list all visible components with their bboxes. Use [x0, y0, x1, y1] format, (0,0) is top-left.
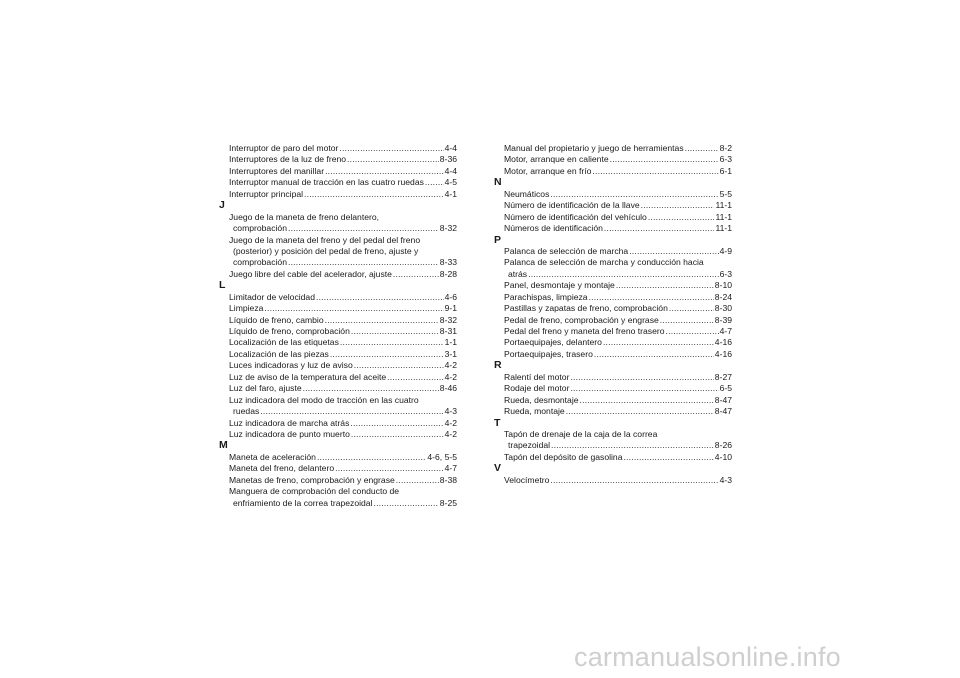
index-entry-page: 8-46	[439, 383, 457, 394]
index-entry-continued: Tapón de drenaje de la caja de la correa	[504, 428, 658, 439]
index-entry-text: Maneta del freno, delantero	[229, 463, 335, 474]
index-entry-page: 6-5	[719, 383, 732, 394]
index-entry-page: 8-10	[714, 280, 732, 291]
index-section-letter: P	[494, 234, 502, 246]
index-entry-continued: Palanca de selección de marcha y conducción hacia	[504, 257, 704, 268]
index-entry	[219, 463, 457, 474]
dot-leader	[347, 154, 439, 165]
dot-leader	[660, 315, 714, 326]
index-entry-text: Rueda, montaje	[504, 406, 565, 417]
index-entry-text: Limpieza	[229, 303, 264, 314]
index-entry-continued: Manguera de comprobación del conducto de	[229, 486, 400, 497]
index-entry	[494, 223, 732, 234]
index-entry-text: Líquido de freno, cambio	[229, 314, 324, 325]
index-entry-page: 6-3	[719, 268, 732, 279]
index-entry-text: Rodaje del motor	[504, 383, 570, 394]
index-entry-page: 8-32	[439, 314, 457, 325]
index-entry	[219, 177, 457, 188]
dot-leader	[610, 154, 719, 165]
index-entry	[494, 154, 732, 165]
dot-leader	[351, 326, 439, 337]
dot-leader	[425, 177, 444, 188]
index-entry-continued: Juego de la maneta del freno y del pedal del freno	[229, 234, 421, 245]
index-section-letter: M	[219, 440, 228, 452]
index-entry	[219, 223, 457, 234]
index-entry-text: trapezoidal	[508, 440, 551, 451]
index-entry-page: 4-2	[444, 371, 457, 382]
index-entry	[219, 166, 457, 177]
dot-leader	[316, 292, 444, 303]
index-entry-text: Tapón del depósito de gasolina	[504, 451, 623, 462]
dot-leader	[325, 166, 444, 177]
index-entry	[494, 143, 732, 154]
index-entry-text: Portaequipajes, trasero	[504, 348, 593, 359]
index-entry-text: comprobación	[233, 223, 287, 234]
dot-leader	[339, 143, 443, 154]
index-entry-text: comprobación	[233, 257, 287, 268]
dot-leader	[528, 269, 718, 280]
dot-leader	[335, 463, 443, 474]
index-entry-page: 8-36	[439, 154, 457, 165]
index-entry-text: atrás	[508, 268, 528, 279]
index-section-letter: T	[494, 417, 501, 429]
index-entry	[494, 280, 732, 291]
dot-leader	[260, 406, 443, 417]
index-entry-text: Localización de las piezas	[229, 348, 329, 359]
index-entry-page: 4-4	[444, 143, 457, 153]
dot-leader	[566, 406, 714, 417]
index-entry-text: Interruptor principal	[229, 188, 304, 199]
index-entry-page: 9-1	[444, 303, 457, 314]
dot-leader	[396, 475, 439, 486]
dot-leader	[669, 303, 714, 314]
index-entry-page: 11-1	[715, 223, 732, 234]
index-entry	[219, 372, 457, 383]
index-entry-text: Líquido de freno, comprobación	[229, 326, 350, 336]
index-entry-continued: Juego de la maneta de freno delantero,	[229, 211, 380, 222]
watermark: carmanualsonline.info	[574, 642, 841, 672]
index-entry	[494, 452, 732, 463]
index-entry-page: 4-4	[444, 165, 457, 176]
index-entry-page: 5-5	[719, 188, 732, 199]
index-entry-text: Pastillas y zapatas de freno, comprobación	[504, 303, 668, 314]
index-entry	[494, 315, 732, 326]
index-entry-page: 1-1	[444, 337, 457, 348]
index-entry-text: Luz indicadora de marcha atrás	[229, 417, 350, 428]
index-entry	[219, 269, 457, 280]
dot-leader	[594, 349, 714, 360]
index-entry	[219, 257, 457, 268]
index-entry	[494, 406, 732, 417]
index-entry	[219, 337, 457, 348]
dot-leader	[325, 315, 439, 326]
index-entry	[219, 360, 457, 371]
index-entry	[494, 372, 732, 383]
index-entry-text: Ralentí del motor	[504, 371, 570, 382]
index-entry	[219, 452, 457, 463]
index-entry-page: 4-1	[444, 188, 457, 199]
dot-leader	[592, 166, 718, 177]
index-entry	[219, 429, 457, 440]
dot-leader	[264, 303, 443, 314]
index-entry-text: Localización de las etiquetas	[229, 337, 339, 348]
index-entry-page: 4-7	[444, 463, 457, 474]
dot-leader	[330, 349, 444, 360]
dot-leader	[304, 189, 444, 200]
index-entry-page: 8-2	[719, 143, 732, 153]
index-entry-text: Números de identificación	[504, 223, 603, 234]
index-entry-text: Velocímetro	[504, 474, 550, 485]
index-entry	[494, 292, 732, 303]
dot-leader	[393, 269, 439, 280]
index-entry-page: 4-16	[714, 337, 732, 348]
index-entry	[494, 166, 732, 177]
dot-leader	[303, 383, 439, 394]
dot-leader	[629, 246, 718, 257]
index-entry-page: 8-24	[714, 291, 732, 302]
index-entry-text: Interruptor de paro del motor	[229, 143, 339, 153]
index-entry-page: 8-27	[714, 371, 732, 382]
index-entry	[494, 212, 732, 223]
index-entry	[494, 269, 732, 280]
index-entry-text: Manual del propietario y juego de herramientas	[504, 143, 684, 153]
index-entry-text: Palanca de selección de marcha	[504, 245, 629, 256]
index-entry-text: Juego libre del cable del acelerador, ajuste	[229, 268, 392, 279]
dot-leader	[685, 143, 719, 154]
dot-leader	[340, 337, 444, 348]
index-entry-page: 4-6	[444, 291, 457, 302]
index-entry-text: Número de identificación de la llave	[504, 200, 640, 211]
index-entry	[219, 189, 457, 200]
dot-leader	[387, 372, 443, 383]
index-entry-page: 4-3	[719, 474, 732, 485]
dot-leader	[648, 212, 715, 223]
index-entry	[494, 326, 732, 337]
index-entry-text: Pedal de freno, comprobación y engrase	[504, 314, 659, 325]
dot-leader	[641, 200, 715, 211]
index-entry-page: 8-28	[439, 268, 457, 279]
index-entry-text: Interruptores del manillar	[229, 165, 325, 176]
index-entry-continued: (posterior) y posición del pedal de freno, ajuste y	[233, 245, 419, 256]
index-entry-text: Maneta de aceleración	[229, 451, 316, 462]
dot-leader	[550, 475, 718, 486]
index-section-letter: L	[219, 280, 226, 292]
index-entry	[219, 498, 457, 509]
index-entry	[219, 418, 457, 429]
index-column-left	[219, 143, 457, 509]
index-entry-text: Número de identificación del vehículo	[504, 211, 647, 222]
index-entry-text: Portaequipajes, delantero	[504, 337, 602, 348]
index-entry-page: 8-47	[714, 406, 732, 417]
index-entry-page: 8-31	[439, 326, 457, 336]
index-entry-text: Limitador de velocidad	[229, 291, 315, 302]
index-entry-page: 4-9	[719, 245, 732, 256]
dot-leader	[354, 360, 444, 371]
index-entry	[219, 143, 457, 154]
index-entry-text: Rueda, desmontaje	[504, 394, 579, 405]
dot-leader	[288, 257, 439, 268]
index-entry-continued: Luz indicadora del modo de tracción en las cuatro	[229, 394, 419, 405]
index-entry-text: Interruptor manual de tracción en las cuatro ruedas	[229, 177, 424, 188]
index-entry-page: 4-2	[444, 417, 457, 428]
index-entry-page: 8-30	[714, 303, 732, 314]
index-section-letter: N	[494, 177, 502, 189]
index-entry	[494, 475, 732, 486]
index-entry-page: 6-1	[719, 165, 732, 176]
index-entry-text: Interruptores de la luz de freno	[229, 154, 347, 165]
dot-leader	[603, 337, 714, 348]
index-entry-text: Luz indicadora de punto muerto	[229, 428, 350, 439]
index-entry	[494, 395, 732, 406]
index-entry-page: 4-2	[444, 428, 457, 439]
index-entry	[219, 292, 457, 303]
dot-leader	[570, 372, 713, 383]
index-entry-text: enfriamiento de la correa trapezoidal	[233, 497, 373, 508]
index-entry-page: 11-1	[715, 200, 732, 211]
index-entry-page: 4-5	[444, 177, 457, 188]
dot-leader	[550, 189, 718, 200]
index-entry-page: 4-2	[444, 360, 457, 371]
index-entry	[494, 303, 732, 314]
index-entry-page: 4-6, 5-5	[427, 451, 457, 462]
index-entry-page: 8-39	[714, 314, 732, 325]
index-entry-page: 4-10	[714, 451, 732, 462]
index-entry-page: 8-38	[439, 474, 457, 485]
index-entry-page: 4-3	[444, 406, 457, 417]
index-entry-text: Luz del faro, ajuste	[229, 383, 302, 394]
index-entry-text: Luces indicadoras y luz de aviso	[229, 360, 353, 371]
index-entry	[494, 383, 732, 394]
index-column-right	[494, 143, 732, 486]
index-entry-page: 4-7	[719, 326, 732, 336]
dot-leader	[570, 383, 718, 394]
index-entry-text: Neumáticos	[504, 188, 550, 199]
index-entry	[494, 200, 732, 211]
dot-leader	[288, 223, 439, 234]
index-entry-page: 8-26	[714, 440, 732, 451]
index-entry-page: 8-25	[439, 497, 457, 508]
index-section-letter: V	[494, 463, 502, 475]
index-entry	[494, 440, 732, 451]
index-entry-page: 11-1	[715, 211, 732, 222]
index-entry	[494, 246, 732, 257]
index-entry	[219, 349, 457, 360]
index-entry-page: 6-3	[719, 154, 732, 165]
index-entry-text: Manetas de freno, comprobación y engrase	[229, 474, 395, 485]
index-entry-text: Pedal del freno y maneta del freno trasero	[504, 326, 665, 336]
index-section-letter: R	[494, 360, 502, 372]
index-entry-text: Motor, arranque en frío	[504, 165, 592, 176]
dot-leader	[350, 418, 443, 429]
dot-leader	[317, 452, 426, 463]
index-entry	[219, 315, 457, 326]
dot-leader	[551, 440, 714, 451]
dot-leader	[666, 326, 719, 337]
dot-leader	[624, 452, 714, 463]
index-entry-page: 3-1	[444, 348, 457, 359]
index-entry	[219, 475, 457, 486]
index-entry-page: 8-33	[439, 257, 457, 268]
dot-leader	[580, 395, 714, 406]
index-entry	[219, 326, 457, 337]
index-entry-text: Motor, arranque en caliente	[504, 154, 609, 165]
index-entry	[494, 189, 732, 200]
index-entry	[219, 303, 457, 314]
dot-leader	[604, 223, 715, 234]
index-entry-text: ruedas	[233, 406, 260, 417]
dot-leader	[616, 280, 714, 291]
index-entry-page: 8-47	[714, 394, 732, 405]
dot-leader	[589, 292, 714, 303]
dot-leader	[374, 498, 439, 509]
index-entry-text: Panel, desmontaje y montaje	[504, 280, 615, 291]
index-entry	[494, 349, 732, 360]
index-entry	[219, 406, 457, 417]
index-entry	[494, 337, 732, 348]
index-entry-page: 8-32	[439, 223, 457, 234]
index-entry-text: Parachispas, limpieza	[504, 291, 588, 302]
index-entry-text: Luz de aviso de la temperatura del aceite	[229, 371, 387, 382]
index-entry	[219, 383, 457, 394]
index-section-letter: J	[219, 200, 225, 212]
index-entry	[219, 154, 457, 165]
dot-leader	[351, 429, 444, 440]
index-entry-page: 4-16	[714, 348, 732, 359]
